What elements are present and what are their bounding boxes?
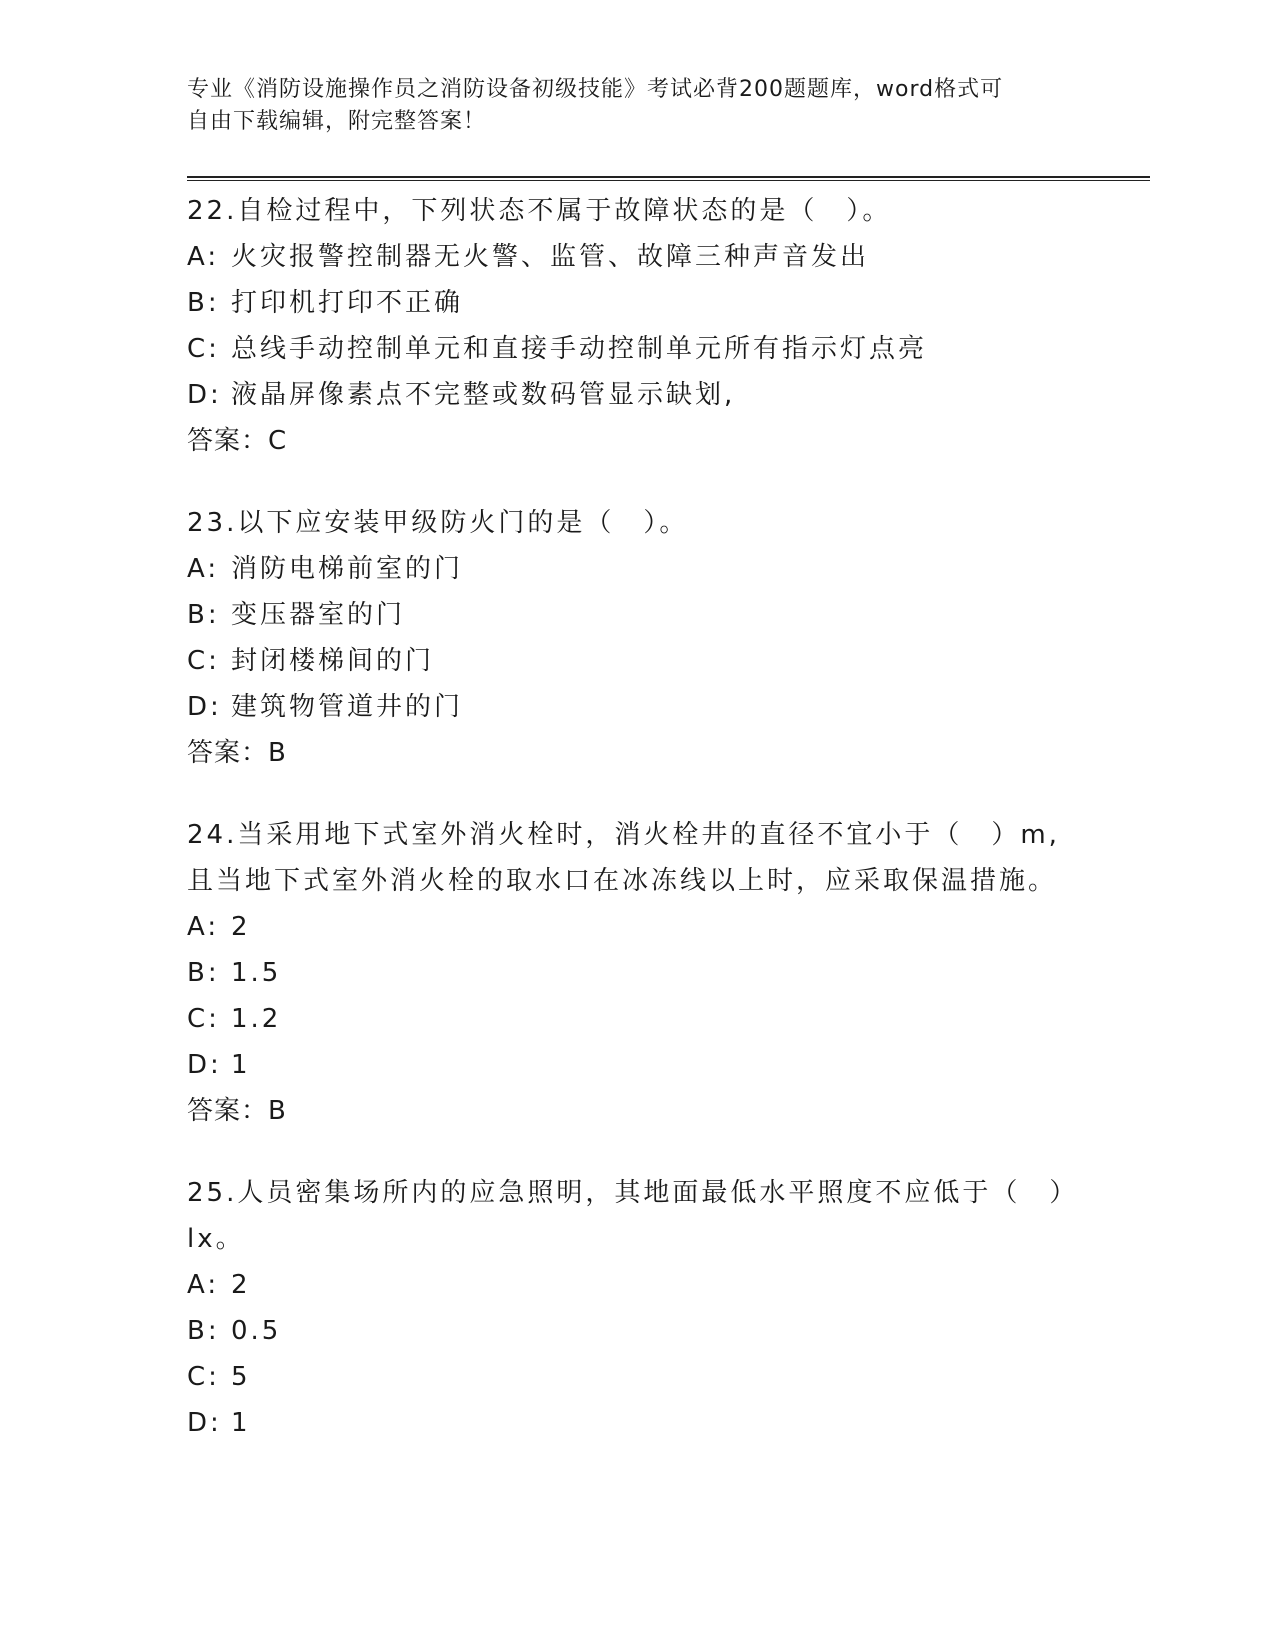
question-23 <box>187 500 1150 776</box>
header-line-1: 专业《消防设施操作员之消防设备初级技能》考试必背200题题库，word格式可 <box>187 77 1004 102</box>
question-list <box>187 188 1150 1482</box>
question-stem: 22.自检过程中，下列状态不属于故障状态的是（ ）。 <box>187 196 892 226</box>
option-text: 5 <box>231 1362 251 1392</box>
option-a <box>187 1262 1150 1308</box>
answer-line: 答案：C <box>187 426 288 456</box>
option-text: 2 <box>231 912 251 942</box>
option-text: 1.2 <box>231 1004 282 1034</box>
question-stem: 24.当采用地下式室外消火栓时，消火栓井的直径不宜小于（ ）m, <box>187 820 1060 850</box>
question-25 <box>187 1170 1150 1446</box>
option-text: 1 <box>231 1050 251 1080</box>
option-text: 消防电梯前室的门 <box>231 554 464 584</box>
option-letter: A: <box>187 554 220 584</box>
header-divider <box>187 176 1150 181</box>
option-d <box>187 1042 1150 1088</box>
option-letter: A: <box>187 1270 220 1300</box>
question-stem: 25.人员密集场所内的应急照明，其地面最低水平照度不应低于（ ） <box>187 1178 1079 1208</box>
option-b <box>187 592 1150 638</box>
option-c <box>187 326 1150 372</box>
option-letter: B: <box>187 1316 220 1346</box>
option-b <box>187 950 1150 996</box>
option-d <box>187 1400 1150 1446</box>
answer-line: 答案：B <box>187 1096 287 1126</box>
option-c <box>187 638 1150 684</box>
option-a <box>187 234 1150 280</box>
option-text: 总线手动控制单元和直接手动控制单元所有指示灯点亮 <box>231 334 928 364</box>
option-text: 1 <box>231 1408 251 1438</box>
option-letter: A: <box>187 912 220 942</box>
option-letter: C: <box>187 646 220 676</box>
question-24 <box>187 812 1150 1134</box>
option-letter: D: <box>187 1050 222 1080</box>
header-line-2: 自由下载编辑，附完整答案！ <box>187 109 487 134</box>
option-letter: B: <box>187 600 220 630</box>
option-letter: A: <box>187 242 220 272</box>
option-d <box>187 372 1150 418</box>
option-letter: B: <box>187 288 220 318</box>
question-stem-continued: 且当地下式室外消火栓的取水口在冰冻线以上时，应采取保温措施。 <box>187 866 1058 896</box>
question-stem: 23.以下应安装甲级防火门的是（ ）。 <box>187 508 689 538</box>
option-text: 封闭楼梯间的门 <box>231 646 435 676</box>
option-a <box>187 546 1150 592</box>
option-text: 液晶屏像素点不完整或数码管显示缺划, <box>231 380 736 410</box>
option-text: 0.5 <box>231 1316 282 1346</box>
option-letter: D: <box>187 692 222 722</box>
option-b <box>187 1308 1150 1354</box>
option-a <box>187 904 1150 950</box>
option-text: 1.5 <box>231 958 282 988</box>
document-header <box>187 74 1087 138</box>
option-letter: C: <box>187 1362 220 1392</box>
option-letter: C: <box>187 1004 220 1034</box>
option-text: 建筑物管道井的门 <box>231 692 464 722</box>
question-22 <box>187 188 1150 464</box>
option-b <box>187 280 1150 326</box>
option-text: 变压器室的门 <box>231 600 406 630</box>
option-letter: C: <box>187 334 220 364</box>
question-stem-continued: lx。 <box>187 1224 245 1254</box>
option-letter: D: <box>187 1408 222 1438</box>
option-text: 火灾报警控制器无火警、监管、故障三种声音发出 <box>231 242 870 272</box>
option-letter: D: <box>187 380 222 410</box>
option-c <box>187 996 1150 1042</box>
option-letter: B: <box>187 958 220 988</box>
option-d <box>187 684 1150 730</box>
answer-line: 答案：B <box>187 738 287 768</box>
option-text: 打印机打印不正确 <box>231 288 464 318</box>
option-c <box>187 1354 1150 1400</box>
option-text: 2 <box>231 1270 251 1300</box>
